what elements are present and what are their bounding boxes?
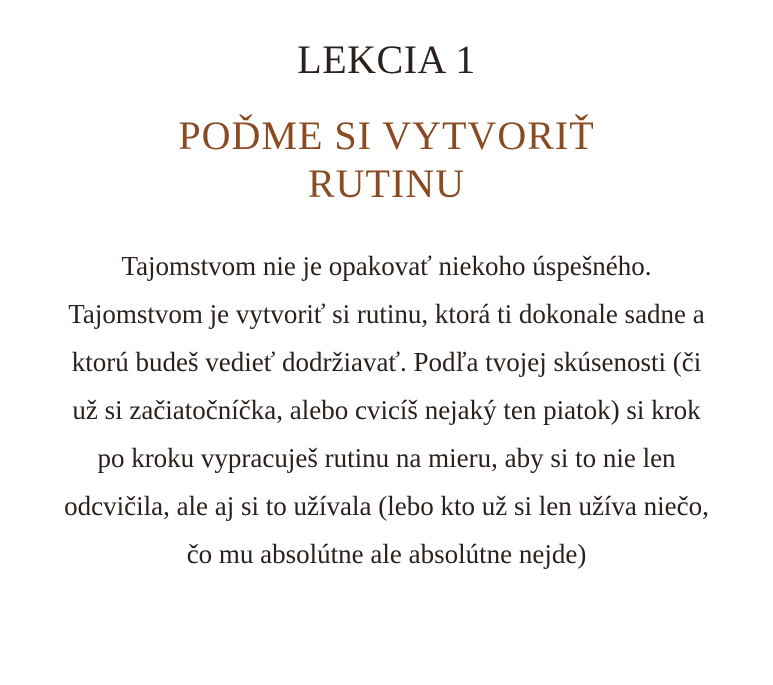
lesson-number-heading: LEKCIA 1: [297, 37, 476, 82]
lesson-title: POĎME SI VYTVORIŤ RUTINU: [178, 113, 595, 206]
lesson-description: Tajomstvom nie je opakovať niekoho úspešného. Tajomstvom je vytvoriť si rutinu, ktorá ti dokonale sadne a ktorú budeš vedieť dodržiavať. Podľa tvojej skúsenosti (či už si začiatočníčka, alebo cvicíš nejaký ten piatok) si krok po kroku vypracuješ rutinu na mieru, aby si to nie len odcvičila, ale aj si to užívala (lebo kto už si len užíva niečo, čo mu absolútne ale absolútne nejde): [64, 251, 709, 569]
